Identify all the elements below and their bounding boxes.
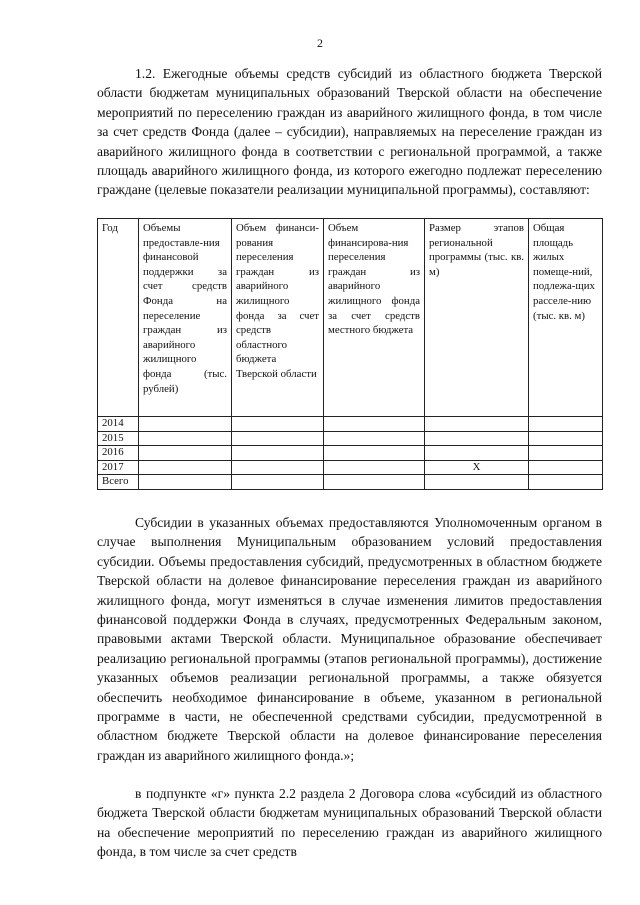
table-cell — [529, 446, 603, 461]
table-cell — [324, 475, 425, 490]
body-text: Субсидии в указанных объемах предоставляются Уполномоченным органом в случае выполнения Муниципальным образованием условий предоставления субсидии. Объемы предоставления субсидий, предусмотренных в областном бюджете Тверской области на долевое финансирование переселения граждан из аварийного жилищного фонда, могут изменяться в случае изменения лимитов предоставления финансовой поддержки Фонда в случаях, предусмотренных Федеральным законом, правовыми актами Тверской области. Муниципальное образование обеспечивает реализацию региональной программы (этапов региональной программы), достижение указанных объемов реализации региональной программы, а также обязуется обеспечить необходимое финансирование в объеме, указанном в региональной программе в части, не обеспеченной средствами субсидии, предусмотренной в областном бюджете Тверской области на долевое финансирование переселения граждан из аварийного жилищного фонда.»; — [97, 515, 602, 763]
table-cell — [425, 446, 529, 461]
table-row — [98, 460, 603, 475]
intro-text: 1.2. Ежегодные объемы средств субсидий из областного бюджета Тверской области бюджетам муниципальных образований Тверской области на обеспечение мероприятий по переселению граждан из аварийного жилищного фонда, в том числе за счет средств Фонда (далее – субсидии), направляемых на переселение граждан из аварийного жилищного фонда в соответствии с региональной программой, а также площадь аварийного жилищного фонда, из которого ежегодно подлежат переселению граждане (целевые показатели реализации муниципальной программы), составляют: — [97, 66, 602, 198]
table-cell — [324, 446, 425, 461]
table-cell — [529, 431, 603, 446]
table-cell — [232, 431, 324, 446]
row-total-label: Всего — [98, 475, 139, 490]
table-cell — [232, 446, 324, 461]
header-local-budget: Объем финансирова-ния переселения граждан из аварийного жилищного фонда за счет средств местного бюджета — [324, 219, 425, 417]
table-cell — [232, 475, 324, 490]
header-year: Год — [98, 219, 139, 417]
row-year: 2016 — [98, 446, 139, 461]
table-cell — [139, 460, 232, 475]
table-cell — [425, 417, 529, 432]
subsidy-table — [97, 218, 603, 490]
table-cell — [139, 431, 232, 446]
header-program-stages: Размер этапов региональной программы (тыс. кв. м) — [425, 219, 529, 417]
body-paragraph — [97, 513, 602, 765]
table-cell — [232, 417, 324, 432]
table-cell — [324, 417, 425, 432]
row-year: 2015 — [98, 431, 139, 446]
row-year: 2014 — [98, 417, 139, 432]
header-total-area: Общая площадь жилых помеще-ний, подлежа-щих расселе-нию (тыс. кв. м) — [529, 219, 603, 417]
table-cell — [425, 431, 529, 446]
row-year: 2017 — [98, 460, 139, 475]
table-row — [98, 431, 603, 446]
page-number: 2 — [317, 36, 323, 50]
table-cell — [324, 460, 425, 475]
amend-text: в подпункте «г» пункта 2.2 раздела 2 Договора слова «субсидий из областного бюджета Тверской области бюджетам муниципальных образований Тверской области на обеспечение мероприятий по переселению граждан из аварийного жилищного фонда, в том числе за счет средств — [97, 786, 602, 860]
table-cell — [425, 475, 529, 490]
amend-paragraph — [97, 784, 602, 862]
table-cell — [139, 417, 232, 432]
table-cell — [139, 446, 232, 461]
table-cell — [232, 460, 324, 475]
intro-paragraph — [97, 64, 602, 200]
table-header-row — [98, 219, 603, 417]
table-cell — [529, 460, 603, 475]
table-cell — [324, 431, 425, 446]
table-row — [98, 446, 603, 461]
table-row — [98, 417, 603, 432]
table-cell — [529, 417, 603, 432]
table-row-total — [98, 475, 603, 490]
header-regional-budget: Объем финанси-рования переселения граждан из аварийного жилищного фонда за счет средств областного бюджета Тверской области — [232, 219, 324, 417]
stage-marker: X — [425, 460, 529, 475]
table-cell — [139, 475, 232, 490]
header-fund-support: Объемы предоставле-ния финансовой поддержки за счет средств Фонда на переселение граждан из аварийного жилищного фонда (тыс. рублей) — [139, 219, 232, 417]
table-cell — [529, 475, 603, 490]
